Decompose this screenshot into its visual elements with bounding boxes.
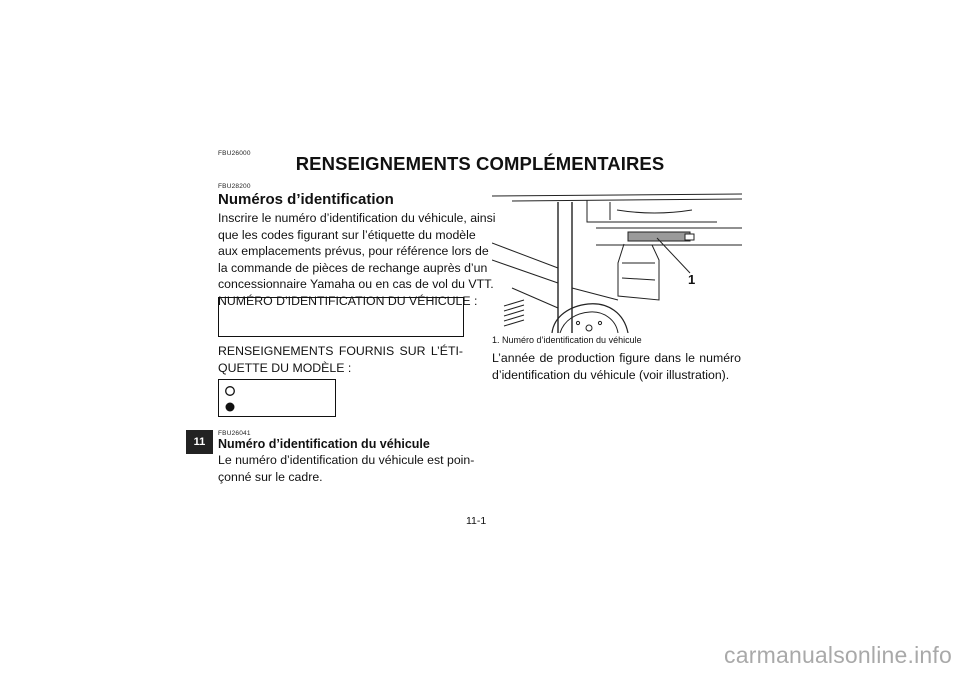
chapter-tab-label: 11 (193, 436, 206, 448)
identification-paragraph (218, 210, 496, 310)
text-line: concessionnaire Yamaha ou en cas de vol du VTT. (218, 277, 494, 292)
text-line: Le numéro d’identification du véhicule est poin- (218, 453, 475, 467)
watermark: carmanualsonline.info (724, 642, 952, 668)
identification-code: FBU28200 (218, 183, 251, 190)
text-line: aux emplacements prévus, pour référence lors de (218, 244, 489, 259)
page-number: 11-1 (466, 515, 487, 527)
text-line: çonné sur le cadre. (218, 469, 323, 484)
vin-paragraph (218, 452, 475, 485)
text-line: L’année de production figure dans le numéro (492, 351, 741, 365)
figure-caption: 1. Numéro d’identification du véhicule (492, 335, 642, 345)
text-line: que les codes figurant sur l’étiquette du modèle (218, 227, 476, 242)
figure-callout-number: 1 (688, 272, 696, 287)
identification-heading: Numéros d’identification (218, 191, 394, 208)
model-label-text (218, 343, 463, 376)
page-title: RENSEIGNEMENTS COMPLÉMENTAIRES (295, 153, 665, 174)
text-line: d’identification du véhicule (voir illustration). (492, 367, 730, 382)
chapter-tab (186, 430, 213, 454)
section-code: FBU26000 (218, 150, 251, 157)
vin-entry-box[interactable] (218, 297, 464, 337)
model-label-box[interactable] (218, 379, 336, 417)
model-label-symbols (219, 380, 337, 418)
text-line: la commande de pièces de rechange auprès d’un (218, 260, 488, 275)
text-line: Inscrire le numéro d’identification du véhicule, ainsi (218, 211, 496, 225)
production-year-paragraph (492, 350, 741, 383)
text-line: NUMÉRO D’IDENTIFICATION DU VÉHICULE : (218, 293, 478, 308)
vin-heading: Numéro d’identification du véhicule (218, 437, 430, 451)
text-line: RENSEIGNEMENTS FOURNIS SUR L’ÉTI- (218, 344, 463, 358)
atv-frame-drawing (492, 188, 742, 333)
text-line: QUETTE DU MODÈLE : (218, 360, 352, 375)
vin-code: FBU26041 (218, 430, 251, 437)
vin-location-illustration (492, 188, 742, 333)
open-circle-icon (226, 387, 235, 396)
filled-circle-icon (226, 403, 235, 412)
